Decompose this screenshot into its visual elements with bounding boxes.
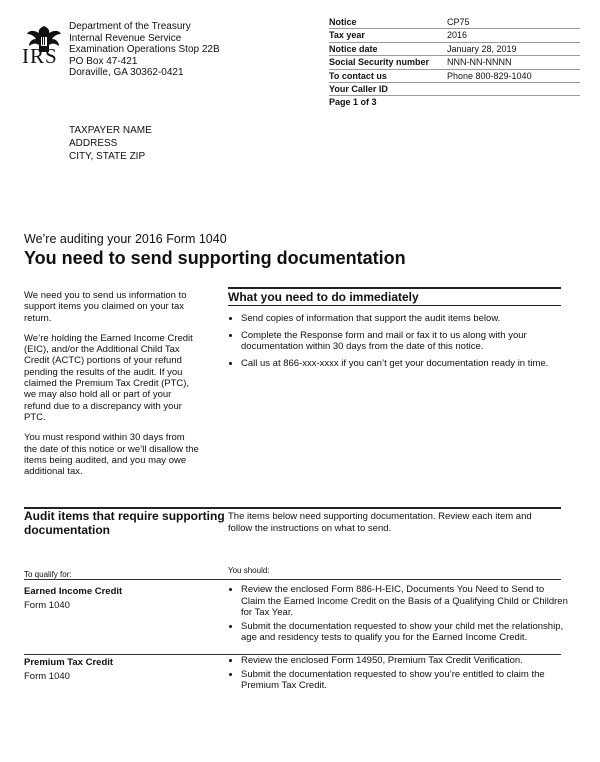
audit-item-title: Premium Tax Credit [24,657,114,668]
notice-value: 2016 [447,30,468,41]
notice-info-box [329,16,580,109]
taxpayer-line: TAXPAYER NAME [69,125,152,136]
list-item: • Review the enclosed Form 14950, Premium Tax Credit Verification. [241,655,568,667]
notice-label: Notice date [329,43,378,54]
audit-items-heading: Audit items that require supporting documentation [24,509,225,537]
audit-item-form: Form 1040 [24,600,70,611]
notice-row [329,96,580,108]
list-item: • Submit the documentation requested to show your child met the relationship, age and residency tests to qualify you for the Earned Income Credit. [241,621,568,644]
explanation-paragraph: You must respond within 30 days from the date of this notice or we’ll disallow the items being audited, and you may owe additional tax. [24,432,199,478]
taxpayer-line: CITY, STATE ZIP [69,151,146,162]
notice-row [329,16,580,29]
notice-value: CP75 [447,17,470,27]
list-item: • Complete the Response form and mail or fax it to us along with your documentation within 30 days from the date of this notice. [241,330,568,353]
page-indicator: Page 1 of 3 [329,97,377,108]
agency-line: Examination Operations Stop 22B [69,44,220,55]
notice-label: Notice [329,17,357,27]
notice-heading: You need to send supporting documentation [24,248,406,268]
column-header-should: You should: [228,566,270,575]
notice-value: January 28, 2019 [447,43,517,54]
taxpayer-address [69,124,152,163]
notice-row [329,70,580,83]
list-item: • Send copies of information that support the audit items below. [241,313,568,325]
notice-row [329,83,580,96]
notice-value [447,83,580,95]
agency-line: Department of the Treasury [69,21,191,32]
column-header-qualify: To qualify for: [24,570,72,579]
audit-item-steps [228,584,568,646]
irs-logo-text: IRS [22,44,58,68]
section-divider [228,287,561,289]
agency-line: Internal Revenue Service [69,32,182,44]
agency-line: PO Box 47-421 [69,55,138,67]
section-divider [228,305,561,306]
explanation-column [24,290,200,486]
list-item: • Submit the documentation requested to show you’re entitled to claim the Premium Tax Credit. [241,669,568,692]
notice-label: Social Security number [329,57,430,68]
what-to-do-heading: What you need to do immediately [228,290,419,304]
audit-item-form: Form 1040 [24,671,70,682]
agency-address [69,21,220,79]
what-to-do-list [228,313,568,374]
notice-row [329,43,580,56]
notice-label: Tax year [329,30,365,41]
notice-value [447,96,580,108]
explanation-paragraph: We need you to send us information to support items you claimed on your tax return. [24,290,187,324]
table-row-divider [24,579,561,580]
taxpayer-line: ADDRESS [69,138,118,149]
notice-value: NNN-NN-NNNN [447,57,512,68]
notice-row [329,29,580,42]
agency-line: Doraville, GA 30362-0421 [69,67,184,78]
notice-row [329,56,580,69]
audit-items-intro: The items below need supporting documentation. Review each item and follow the instructions on what to send. [228,511,532,534]
notice-subheading: We’re auditing your 2016 Form 1040 [24,232,227,246]
audit-item-steps [228,655,568,694]
notice-value: Phone 800-829-1040 [447,70,532,81]
explanation-paragraph: We’re holding the Earned Income Credit (EIC), and/or the Additional Child Tax Credit (ACTC) portions of your refund pending the results of the audit. If you claimed the Premium Tax Credit (PTC), we may also hold all or part of your refund due to a discrepancy with your PTC. [24,332,193,423]
list-item: • Call us at 866-xxx-xxxx if you can’t get your documentation ready in time. [241,358,568,370]
notice-label: To contact us [329,70,387,81]
list-item: • Review the enclosed Form 886-H-EIC, Documents You Need to Send to Claim the Earned Income Credit on the Basis of a Qualifying Child or Children for Tax Year. [241,584,568,619]
audit-item-title: Earned Income Credit [24,586,123,597]
notice-label: Your Caller ID [329,83,388,94]
